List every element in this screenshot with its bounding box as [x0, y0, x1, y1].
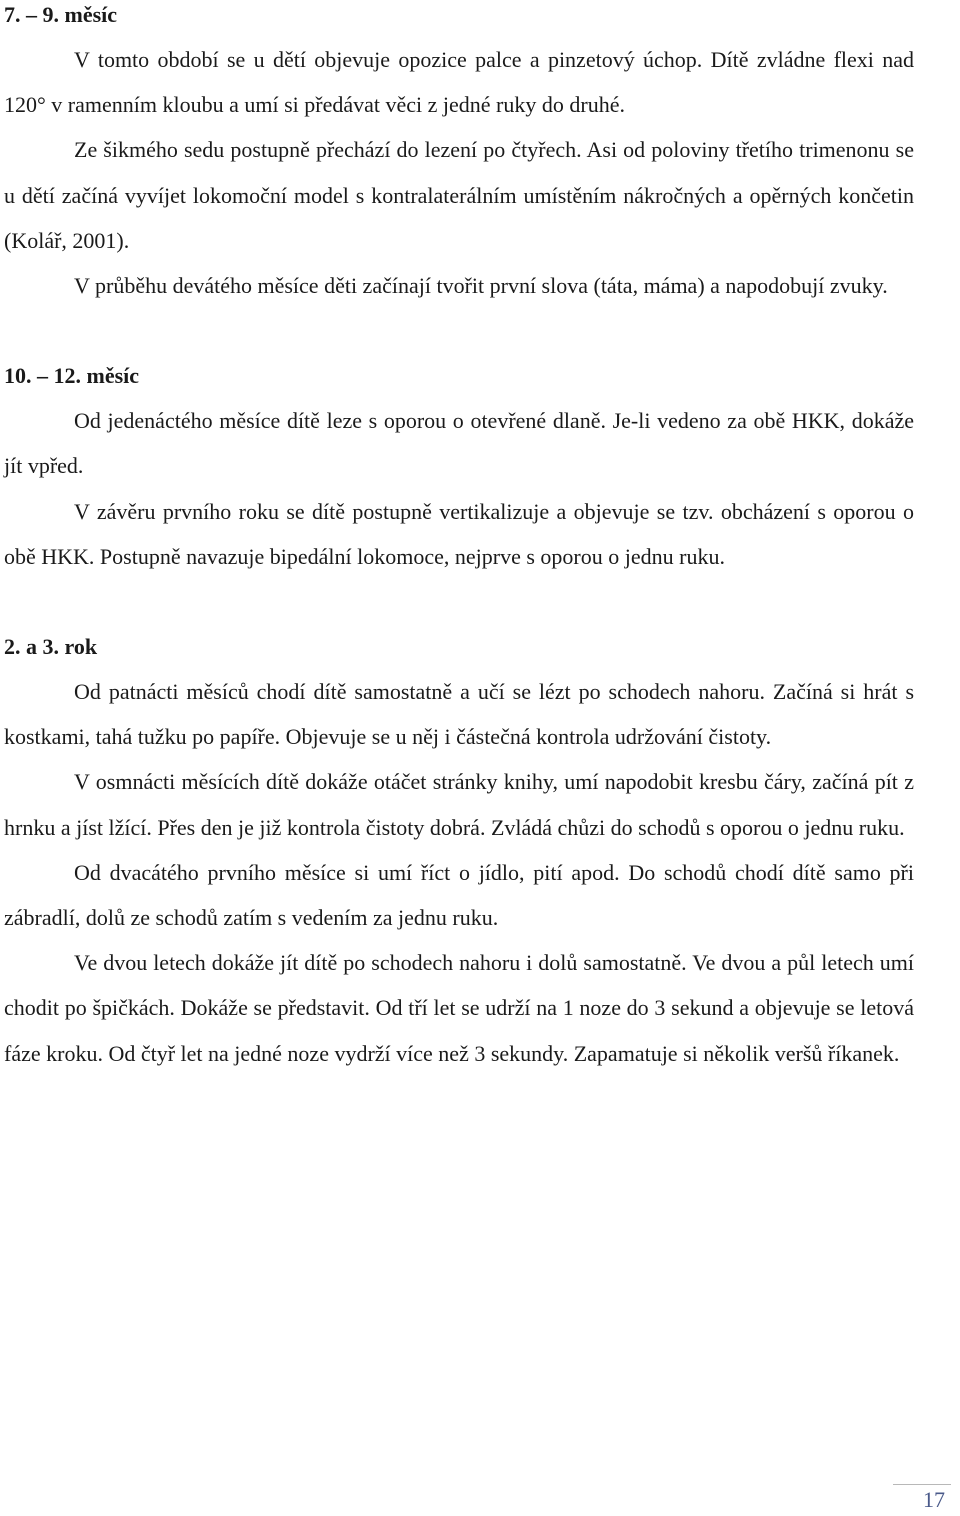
page-number: 17 — [893, 1484, 951, 1515]
paragraph: Od patnácti měsíců chodí dítě samostatně a učí se lézt po schodech nahoru. Začíná si hrát s kostkami, tahá tužku po papíře. Objevuje se u něj i částečná kontrola udržování čistoty. — [4, 679, 914, 750]
paragraph: V průběhu devátého měsíce děti začínají tvořit první slova (táta, máma) a napodobují zvuky. — [74, 273, 888, 299]
paragraph: V osmnácti měsících dítě dokáže otáčet stránky knihy, umí napodobit kresbu čáry, začíná pít z hrnku a jíst lžící. Přes den je již kontrola čistoty dobrá. Zvládá chůzi do schodů s oporou o jednu ruku. — [4, 769, 914, 840]
section-spacer — [4, 579, 914, 624]
paragraph: Od jedenáctého měsíce dítě leze s oporou o otevřené dlaně. Je-li vedeno za obě HKK, dokáže jít vpřed. — [4, 408, 914, 479]
paragraph: Ve dvou letech dokáže jít dítě po schodech nahoru i dolů samostatně. Ve dvou a půl letech umí chodit po špičkách. Dokáže se představit. Od tří let se udrží na 1 noze do 3 sekund a objevuje se letová fáze kroku. Od čtyř let na jedné noze vydrží více než 3 sekundy. Zapamatuje si několik veršů říkanek. — [4, 950, 914, 1066]
paragraph: Ze šikmého sedu postupně přechází do lezení po čtyřech. Asi od poloviny třetího trimenonu se u dětí začíná vyvíjet lokomoční model s kontralaterálním umístěním nákročných a opěrných končetin (Kolář, 2001). — [4, 137, 914, 253]
section-heading-2-3-years: 2. a 3. rok — [4, 634, 98, 660]
paragraph: Od dvacátého prvního měsíce si umí říct o jídlo, pití apod. Do schodů chodí dítě samo při zábradlí, dolů ze schodů zatím s vedením za jednu ruku. — [4, 859, 914, 931]
paragraph: V tomto období se u dětí objevuje opozice palce a pinzetový úchop. Dítě zvládne flexi nad 120° v ramenním kloubu a umí si předávat věci z jedné ruky do druhé. — [4, 47, 914, 118]
section-heading-7-9-months: 7. – 9. měsíc — [4, 2, 118, 27]
paragraph: V závěru prvního roku se dítě postupně vertikalizuje a objevuje se tzv. obcházení s oporou o obě HKK. Postupně navazuje bipedální lokomoce, nejprve s oporou o jednu ruku. — [4, 498, 914, 569]
section-spacer — [4, 308, 914, 353]
document-page — [4, 0, 914, 1076]
section-heading-10-12-months: 10. – 12. měsíc — [4, 363, 140, 389]
